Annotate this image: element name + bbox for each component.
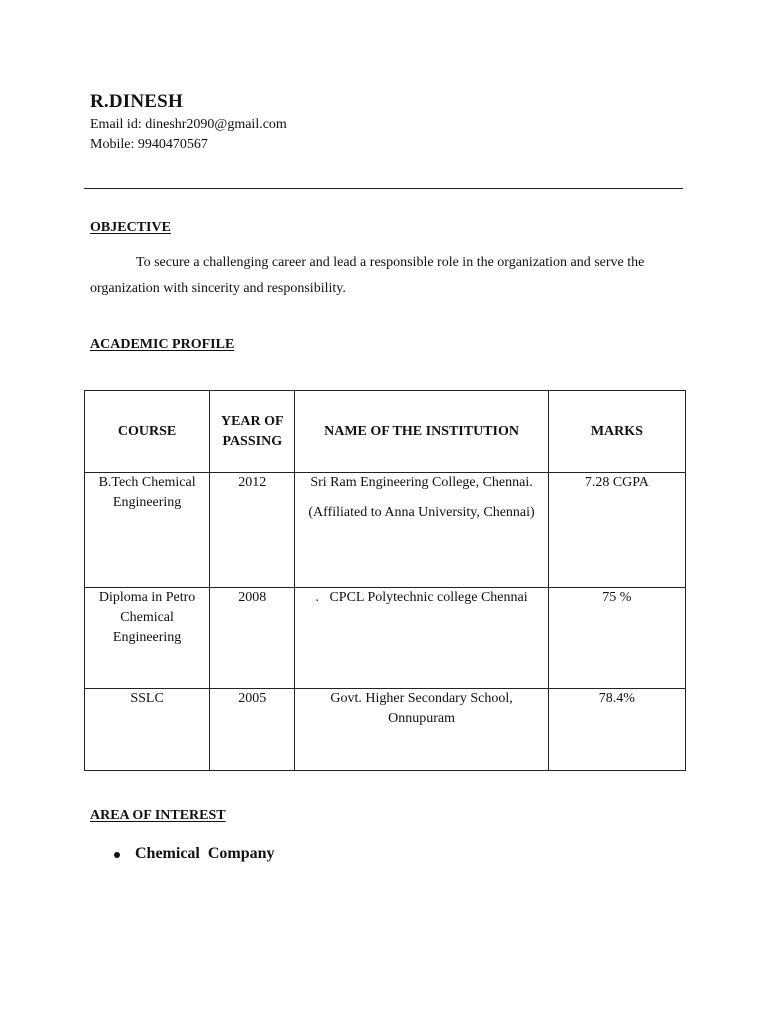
objective-text: To secure a challenging career and lead a responsible role in the organization and serve the organization with sincerity and responsibility. bbox=[90, 255, 645, 296]
year-cell: 2012 bbox=[210, 473, 295, 588]
year-cell: 2005 bbox=[210, 689, 295, 771]
objective-heading: OBJECTIVE bbox=[90, 220, 171, 235]
course-cell: SSLC bbox=[85, 689, 210, 771]
institution-name: Sri Ram Engineering College, Chennai. bbox=[310, 475, 533, 490]
column-header-institution: NAME OF THE INSTITUTION bbox=[295, 391, 548, 473]
institution-cell: Govt. Higher Secondary School, Onnupuram bbox=[295, 689, 548, 771]
header-divider bbox=[84, 188, 683, 189]
academic-profile-table bbox=[84, 390, 686, 771]
interest-list bbox=[114, 845, 275, 863]
table-row bbox=[85, 473, 686, 588]
mobile-line: Mobile: 9940470567 bbox=[90, 137, 208, 152]
table-header-row bbox=[85, 391, 686, 473]
course-cell: Diploma in Petro Chemical Engineering bbox=[85, 588, 210, 689]
column-header-year: YEAR OF PASSING bbox=[210, 391, 295, 473]
column-header-marks: MARKS bbox=[548, 391, 685, 473]
marks-cell: 78.4% bbox=[548, 689, 685, 771]
bullet-icon bbox=[114, 852, 120, 858]
institution-cell: . CPCL Polytechnic college Chennai bbox=[295, 588, 548, 689]
year-cell: 2008 bbox=[210, 588, 295, 689]
list-item bbox=[114, 845, 275, 863]
area-of-interest-heading: AREA OF INTEREST bbox=[90, 808, 226, 823]
interest-item-label: Chemical Company bbox=[135, 845, 275, 862]
candidate-name: R.DINESH bbox=[90, 91, 183, 112]
institution-cell bbox=[295, 473, 548, 588]
institution-affiliation: (Affiliated to Anna University, Chennai) bbox=[308, 505, 535, 520]
course-cell: B.Tech Chemical Engineering bbox=[85, 473, 210, 588]
table-row bbox=[85, 689, 686, 771]
marks-cell: 7.28 CGPA bbox=[548, 473, 685, 588]
marks-cell: 75 % bbox=[548, 588, 685, 689]
email-line: Email id: dineshr2090@gmail.com bbox=[90, 117, 287, 132]
column-header-course: COURSE bbox=[85, 391, 210, 473]
table-row bbox=[85, 588, 686, 689]
academic-profile-heading: ACADEMIC PROFILE bbox=[90, 337, 235, 352]
